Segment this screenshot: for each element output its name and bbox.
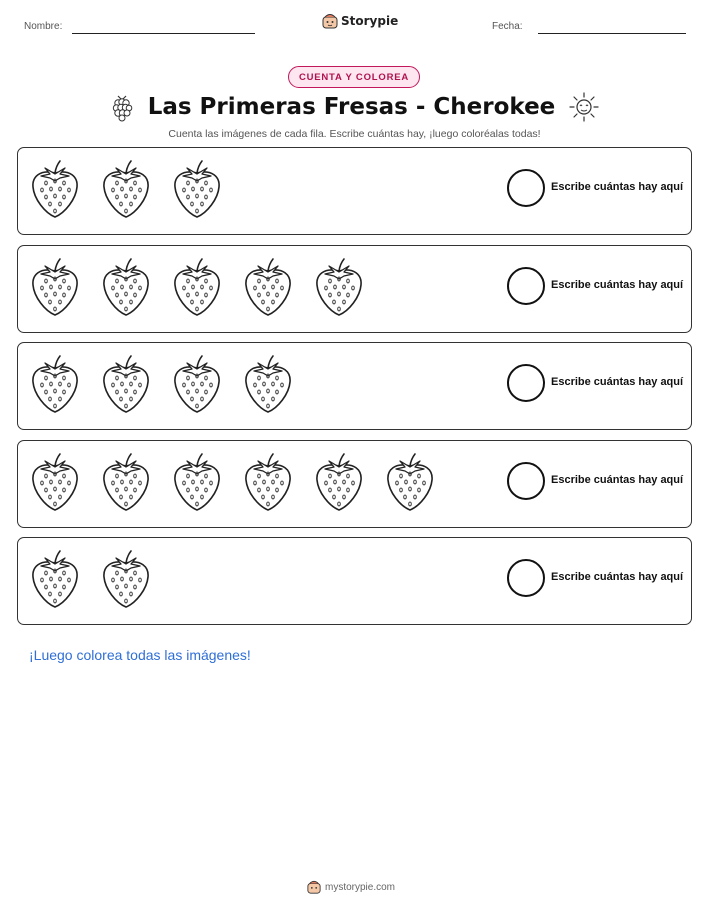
count-row xyxy=(17,440,692,528)
strawberry-icon xyxy=(241,352,295,414)
count-row xyxy=(17,147,692,235)
strawberry-icon xyxy=(28,450,82,512)
count-row xyxy=(17,342,692,430)
answer-circle[interactable] xyxy=(507,364,545,402)
answer-label: Escribe cuántas hay aquí xyxy=(551,571,684,583)
strawberry-icon xyxy=(170,255,224,317)
brand-name: Storypie xyxy=(341,14,399,28)
title-block xyxy=(0,92,709,122)
brand-logo xyxy=(322,13,398,29)
strawberry-icon xyxy=(28,352,82,414)
activity-badge: CUENTA Y COLOREA xyxy=(288,66,420,88)
answer-circle[interactable] xyxy=(507,559,545,597)
answer-label: Escribe cuántas hay aquí xyxy=(551,181,684,193)
date-line[interactable] xyxy=(538,33,686,34)
strawberry-icon xyxy=(312,450,366,512)
storypie-logo-icon xyxy=(307,880,321,894)
answer-circle[interactable] xyxy=(507,169,545,207)
strawberry-icon xyxy=(241,450,295,512)
answer-label: Escribe cuántas hay aquí xyxy=(551,279,684,291)
storypie-logo-icon xyxy=(322,13,338,29)
site-url[interactable]: mystorypie.com xyxy=(325,881,396,893)
strawberry-icon xyxy=(170,157,224,219)
strawberry-icon xyxy=(28,547,82,609)
strawberry-icon xyxy=(241,255,295,317)
answer-label: Escribe cuántas hay aquí xyxy=(551,474,684,486)
strawberry-icon xyxy=(28,157,82,219)
answer-circle[interactable] xyxy=(507,462,545,500)
answer-label: Escribe cuántas hay aquí xyxy=(551,376,684,388)
strawberry-icon xyxy=(170,450,224,512)
footer-note: ¡Luego colorea todas las imágenes! xyxy=(29,647,251,663)
sun-icon xyxy=(569,92,599,122)
raspberry-icon xyxy=(110,92,134,122)
date-label: Fecha: xyxy=(492,21,523,32)
strawberry-icon xyxy=(170,352,224,414)
strawberry-icon xyxy=(28,255,82,317)
strawberry-icon xyxy=(99,450,153,512)
name-label: Nombre: xyxy=(24,21,63,32)
strawberry-icon xyxy=(383,450,437,512)
strawberry-icon xyxy=(99,157,153,219)
strawberry-icon xyxy=(312,255,366,317)
page-title: Las Primeras Fresas - Cherokee xyxy=(147,94,556,120)
count-row xyxy=(17,537,692,625)
strawberry-icon xyxy=(99,547,153,609)
instructions: Cuenta las imágenes de cada fila. Escribe cuántas hay, ¡luego coloréalas todas! xyxy=(168,128,541,140)
strawberry-icon xyxy=(99,255,153,317)
site-footer xyxy=(307,880,395,894)
answer-circle[interactable] xyxy=(507,267,545,305)
strawberry-icon xyxy=(99,352,153,414)
count-row xyxy=(17,245,692,333)
name-line[interactable] xyxy=(72,33,255,34)
